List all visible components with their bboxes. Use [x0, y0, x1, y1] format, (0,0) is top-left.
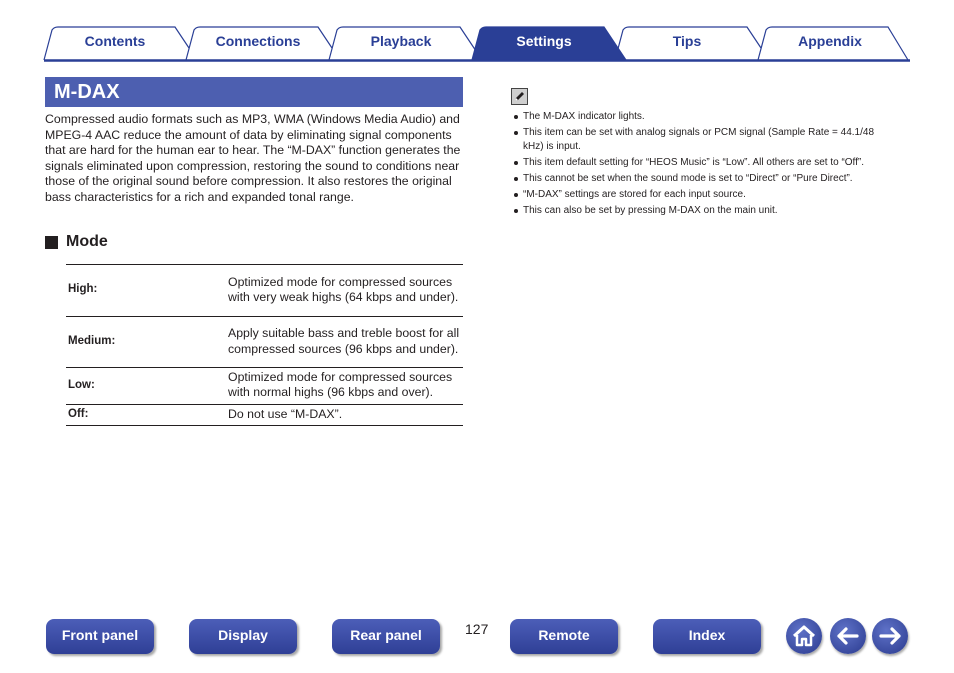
- forward-button[interactable]: [872, 618, 908, 654]
- mode-key: Low:: [66, 368, 225, 405]
- tab-contents[interactable]: Contents: [84, 33, 146, 49]
- tab-playback[interactable]: Playback: [370, 33, 432, 49]
- mode-value: Optimized mode for compressed sources with normal highs (96 kbps and over).: [225, 368, 463, 405]
- tab-settings[interactable]: Settings: [516, 33, 572, 49]
- index-button[interactable]: Index: [653, 619, 761, 654]
- front-panel-button[interactable]: Front panel: [46, 619, 154, 654]
- tab-connections[interactable]: Connections: [215, 33, 301, 49]
- section-title: M-DAX: [45, 77, 463, 107]
- table-row: [66, 317, 463, 368]
- list-item: This item can be set with analog signals or PCM signal (Sample Rate = 44.1/48 kHz) is input.: [513, 126, 893, 154]
- tab-shapes: [0, 0, 954, 64]
- mode-table: [66, 264, 463, 426]
- back-button[interactable]: [830, 618, 866, 654]
- mode-heading: [45, 233, 108, 251]
- mode-value: Apply suitable bass and treble boost for all compressed sources (96 kbps and under).: [225, 317, 463, 368]
- square-bullet-icon: [45, 236, 58, 249]
- rear-panel-button[interactable]: Rear panel: [332, 619, 440, 654]
- table-row: [66, 368, 463, 405]
- table-row: [66, 404, 463, 425]
- list-item: The M-DAX indicator lights.: [513, 110, 893, 124]
- mode-value: Optimized mode for compressed sources with very weak highs (64 kbps and under).: [225, 265, 463, 317]
- tab-appendix[interactable]: Appendix: [798, 33, 862, 49]
- arrow-right-icon: [872, 618, 908, 654]
- notes-list: [513, 110, 893, 220]
- table-row: [66, 265, 463, 317]
- tab-tips[interactable]: Tips: [672, 33, 702, 49]
- mode-value: Do not use “M-DAX”.: [225, 404, 463, 425]
- mode-key: Medium:: [66, 317, 225, 368]
- mode-key: High:: [66, 265, 225, 317]
- home-button[interactable]: [786, 618, 822, 654]
- list-item: This can also be set by pressing M-DAX on the main unit.: [513, 204, 893, 218]
- display-button[interactable]: Display: [189, 619, 297, 654]
- list-item: This cannot be set when the sound mode is set to “Direct” or “Pure Direct”.: [513, 172, 893, 186]
- remote-button[interactable]: Remote: [510, 619, 618, 654]
- page-number: 127: [465, 621, 489, 637]
- arrow-left-icon: [830, 618, 866, 654]
- home-icon: [786, 618, 822, 654]
- top-tab-bar: [0, 0, 954, 64]
- list-item: This item default setting for “HEOS Music” is “Low”. All others are set to “Off”.: [513, 156, 893, 170]
- pencil-note-icon: [511, 88, 528, 105]
- intro-paragraph: Compressed audio formats such as MP3, WMA (Windows Media Audio) and MPEG-4 AAC reduce the amount of data by eliminating signal components that are hard for the human ear to hear. The “M-DAX” function generates the signals eliminated upon compression, restoring the sound to conditions near those of the original sound before compression. It also restores the original bass characteristics for a rich and expanded tonal range.: [45, 112, 461, 204]
- mode-key: Off:: [66, 404, 225, 425]
- list-item: “M-DAX” settings are stored for each input source.: [513, 188, 893, 202]
- mode-heading-label: Mode: [66, 233, 108, 250]
